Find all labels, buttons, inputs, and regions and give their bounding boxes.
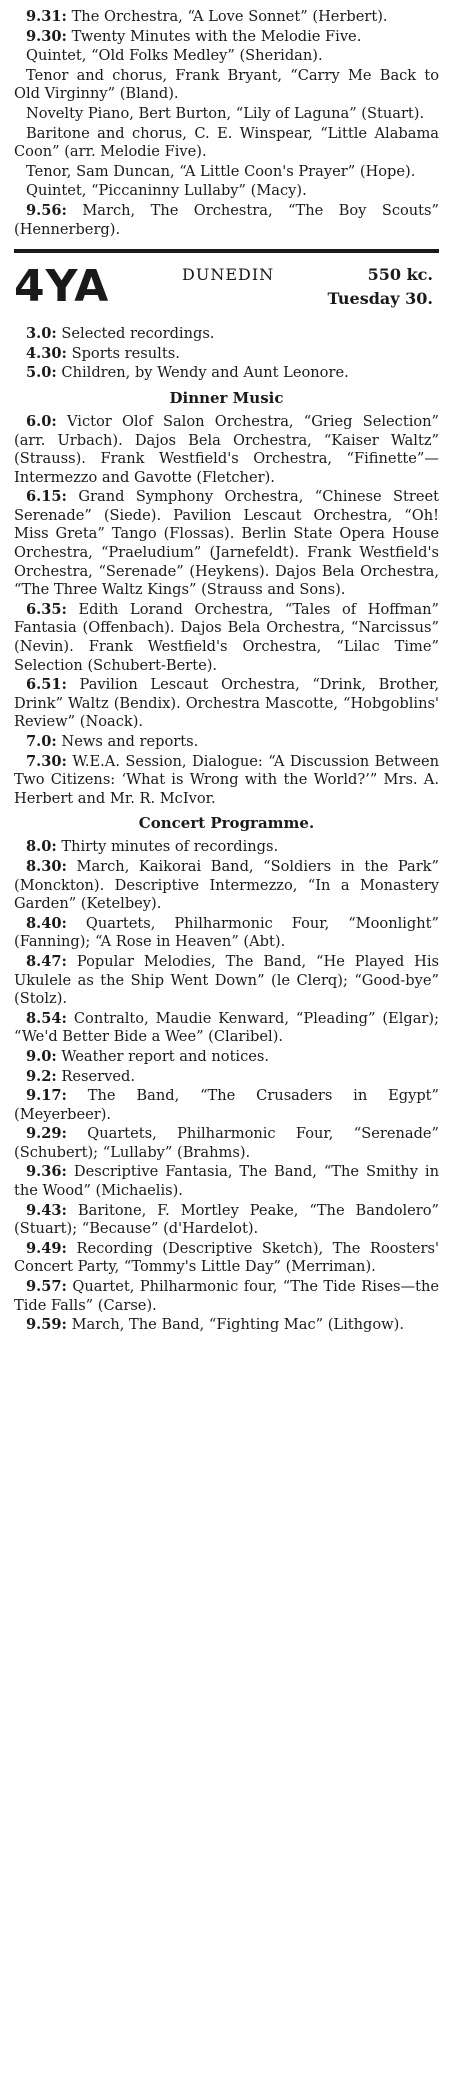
listing-entry: 9.31: The Orchestra, “A Love Sonnet” (Herbert). (26, 8, 388, 25)
listing-entry: 9.59: March, The Band, “Fighting Mac” (Lithgow). (26, 1316, 404, 1334)
listing-entry: 6.0: Victor Olof Salon Orchestra, “Grieg Selection” (arr. Urbach). Dajos Bela Orchestra, “Kaiser Waltz” (Strauss). Frank Westfield's Orchestra, “Fifinette”—Intermezzo and Gavotte (Fletcher). (14, 412, 440, 486)
station-frequency: 550 kc. (367, 265, 433, 285)
listing-entry: 9.43: Baritone, F. Mortley Peake, “The Bandolero” (Stuart); “Because” (d'Hardelot). (14, 1201, 440, 1238)
concert-programme-heading: Concert Programme. (138, 814, 315, 833)
listing-entry: 9.2: Reserved. (26, 1067, 136, 1085)
listing-entry: 6.51: Pavilion Lescaut Orchestra, “Drink, Brother, Drink” Waltz (Bendix). Orchestra Mascotte, “Hobgoblins' Review” (Noack). (14, 676, 440, 731)
listing-entry: Tenor, Sam Duncan, “A Little Coon's Prayer” (Hope). (26, 162, 416, 180)
station-call-sign: 4YA (14, 261, 110, 313)
listing-entry: 9.57: Quartet, Philharmonic four, “The Tide Rises—the Tide Falls” (Carse). (14, 1278, 439, 1314)
listing-entry: 3.0: Selected recordings. (26, 325, 215, 343)
listing-entry: 9.17: The Band, “The Crusaders in Egypt” (Meyerbeer). (14, 1087, 439, 1123)
listing-entry: 4.30: Sports results. (26, 344, 180, 362)
listing-entry: 9.56: March, The Orchestra, “The Boy Scouts” (Hennerberg). (14, 201, 439, 238)
listing-entry: 8.47: Popular Melodies, The Band, “He Played His Ukulele as the Ship Went Down” (le Clerq); “Good-bye” (Stolz). (14, 952, 440, 1008)
listing-entry: Baritone and chorus, C. E. Winspear, “Little Alabama Coon” (arr. Melodie Five). (14, 124, 439, 161)
listing-entry: 8.40: Quartets, Philharmonic Four, “Moonlight” (Fanning); “A Rose in Heaven” (Abt). (14, 914, 439, 951)
listing-entry: 8.0: Thirty minutes of recordings. (26, 838, 279, 856)
listing-entry: 5.0: Children, by Wendy and Aunt Leonore. (26, 364, 349, 382)
listing-entry: Quintet, “Piccaninny Lullaby” (Macy). (26, 182, 307, 200)
listing-entry: 6.15: Grand Symphony Orchestra, “Chinese Street Serenade” (Siede). Pavilion Lescaut Orchestra, “Oh! Miss Greta” Tango (Flossas). Berlin State Opera House Orchestra, “Praeludium” (Jarnefeldt). Frank Westfield's Orchestra, “Serenade” (Heykens). Dajos Bela Orchestra, “The Three Waltz Kings” (Strauss and Sons). (14, 488, 439, 599)
station-header (14, 261, 439, 315)
listing-entry: 9.29: Quartets, Philharmonic Four, “Serenade” (Schubert); “Lullaby” (Brahms). (14, 1125, 440, 1161)
listing-entry: 8.30: March, Kaikorai Band, “Soldiers in the Park” (Monckton). Descriptive Intermezzo, “In a Monastery Garden” (Ketelbey). (14, 857, 439, 913)
concert-programme-listing (14, 838, 439, 1334)
section-divider (14, 249, 439, 253)
listing-entry: 9.49: Recording (Descriptive Sketch), The Roosters' Concert Party, “Tommy's Little Day” (Merriman). (14, 1239, 439, 1276)
listing-entry: 8.54: Contralto, Maudie Kenward, “Pleading” (Elgar); “We'd Better Bide a Wee” (Claribel). (14, 1009, 439, 1046)
listing-entry: 7.30: W.E.A. Session, Dialogue: “A Discussion Between Two Citizens: ‘What is Wrong with the World?’” Mrs. A. Herbert and Mr. R. McIvor. (14, 752, 439, 807)
listing-entry: Quintet, “Old Folks Medley” (Sheridan). (26, 47, 323, 65)
previous-station-listing (14, 8, 439, 239)
listing-entry: 9.36: Descriptive Fantasia, The Band, “The Smithy in the Wood” (Michaelis). (14, 1163, 440, 1200)
opening-listing (14, 325, 439, 383)
broadcast-day: Tuesday 30. (327, 289, 433, 309)
listing-entry: 9.30: Twenty Minutes with the Melodie Five. (26, 27, 362, 45)
listing-entry: Tenor and chorus, Frank Bryant, “Carry Me Back to Old Virginny” (Bland). (14, 66, 439, 103)
listing-entry: 9.0: Weather report and notices. (26, 1047, 270, 1065)
station-city: DUNEDIN (182, 265, 275, 285)
listing-entry: Novelty Piano, Bert Burton, “Lily of Laguna” (Stuart). (26, 104, 425, 122)
listing-entry: 6.35: Edith Lorand Orchestra, “Tales of Hoffman” Fantasia (Offenbach). Dajos Bela Orchestra, “Narcissus” (Nevin). Frank Westfield's Orchestra, “Lilac Time” Selection (Schubert-Berte). (14, 600, 440, 674)
listing-entry: 7.0: News and reports. (26, 733, 199, 750)
dinner-music-listing (14, 413, 439, 808)
dinner-music-heading: Dinner Music (169, 388, 284, 407)
